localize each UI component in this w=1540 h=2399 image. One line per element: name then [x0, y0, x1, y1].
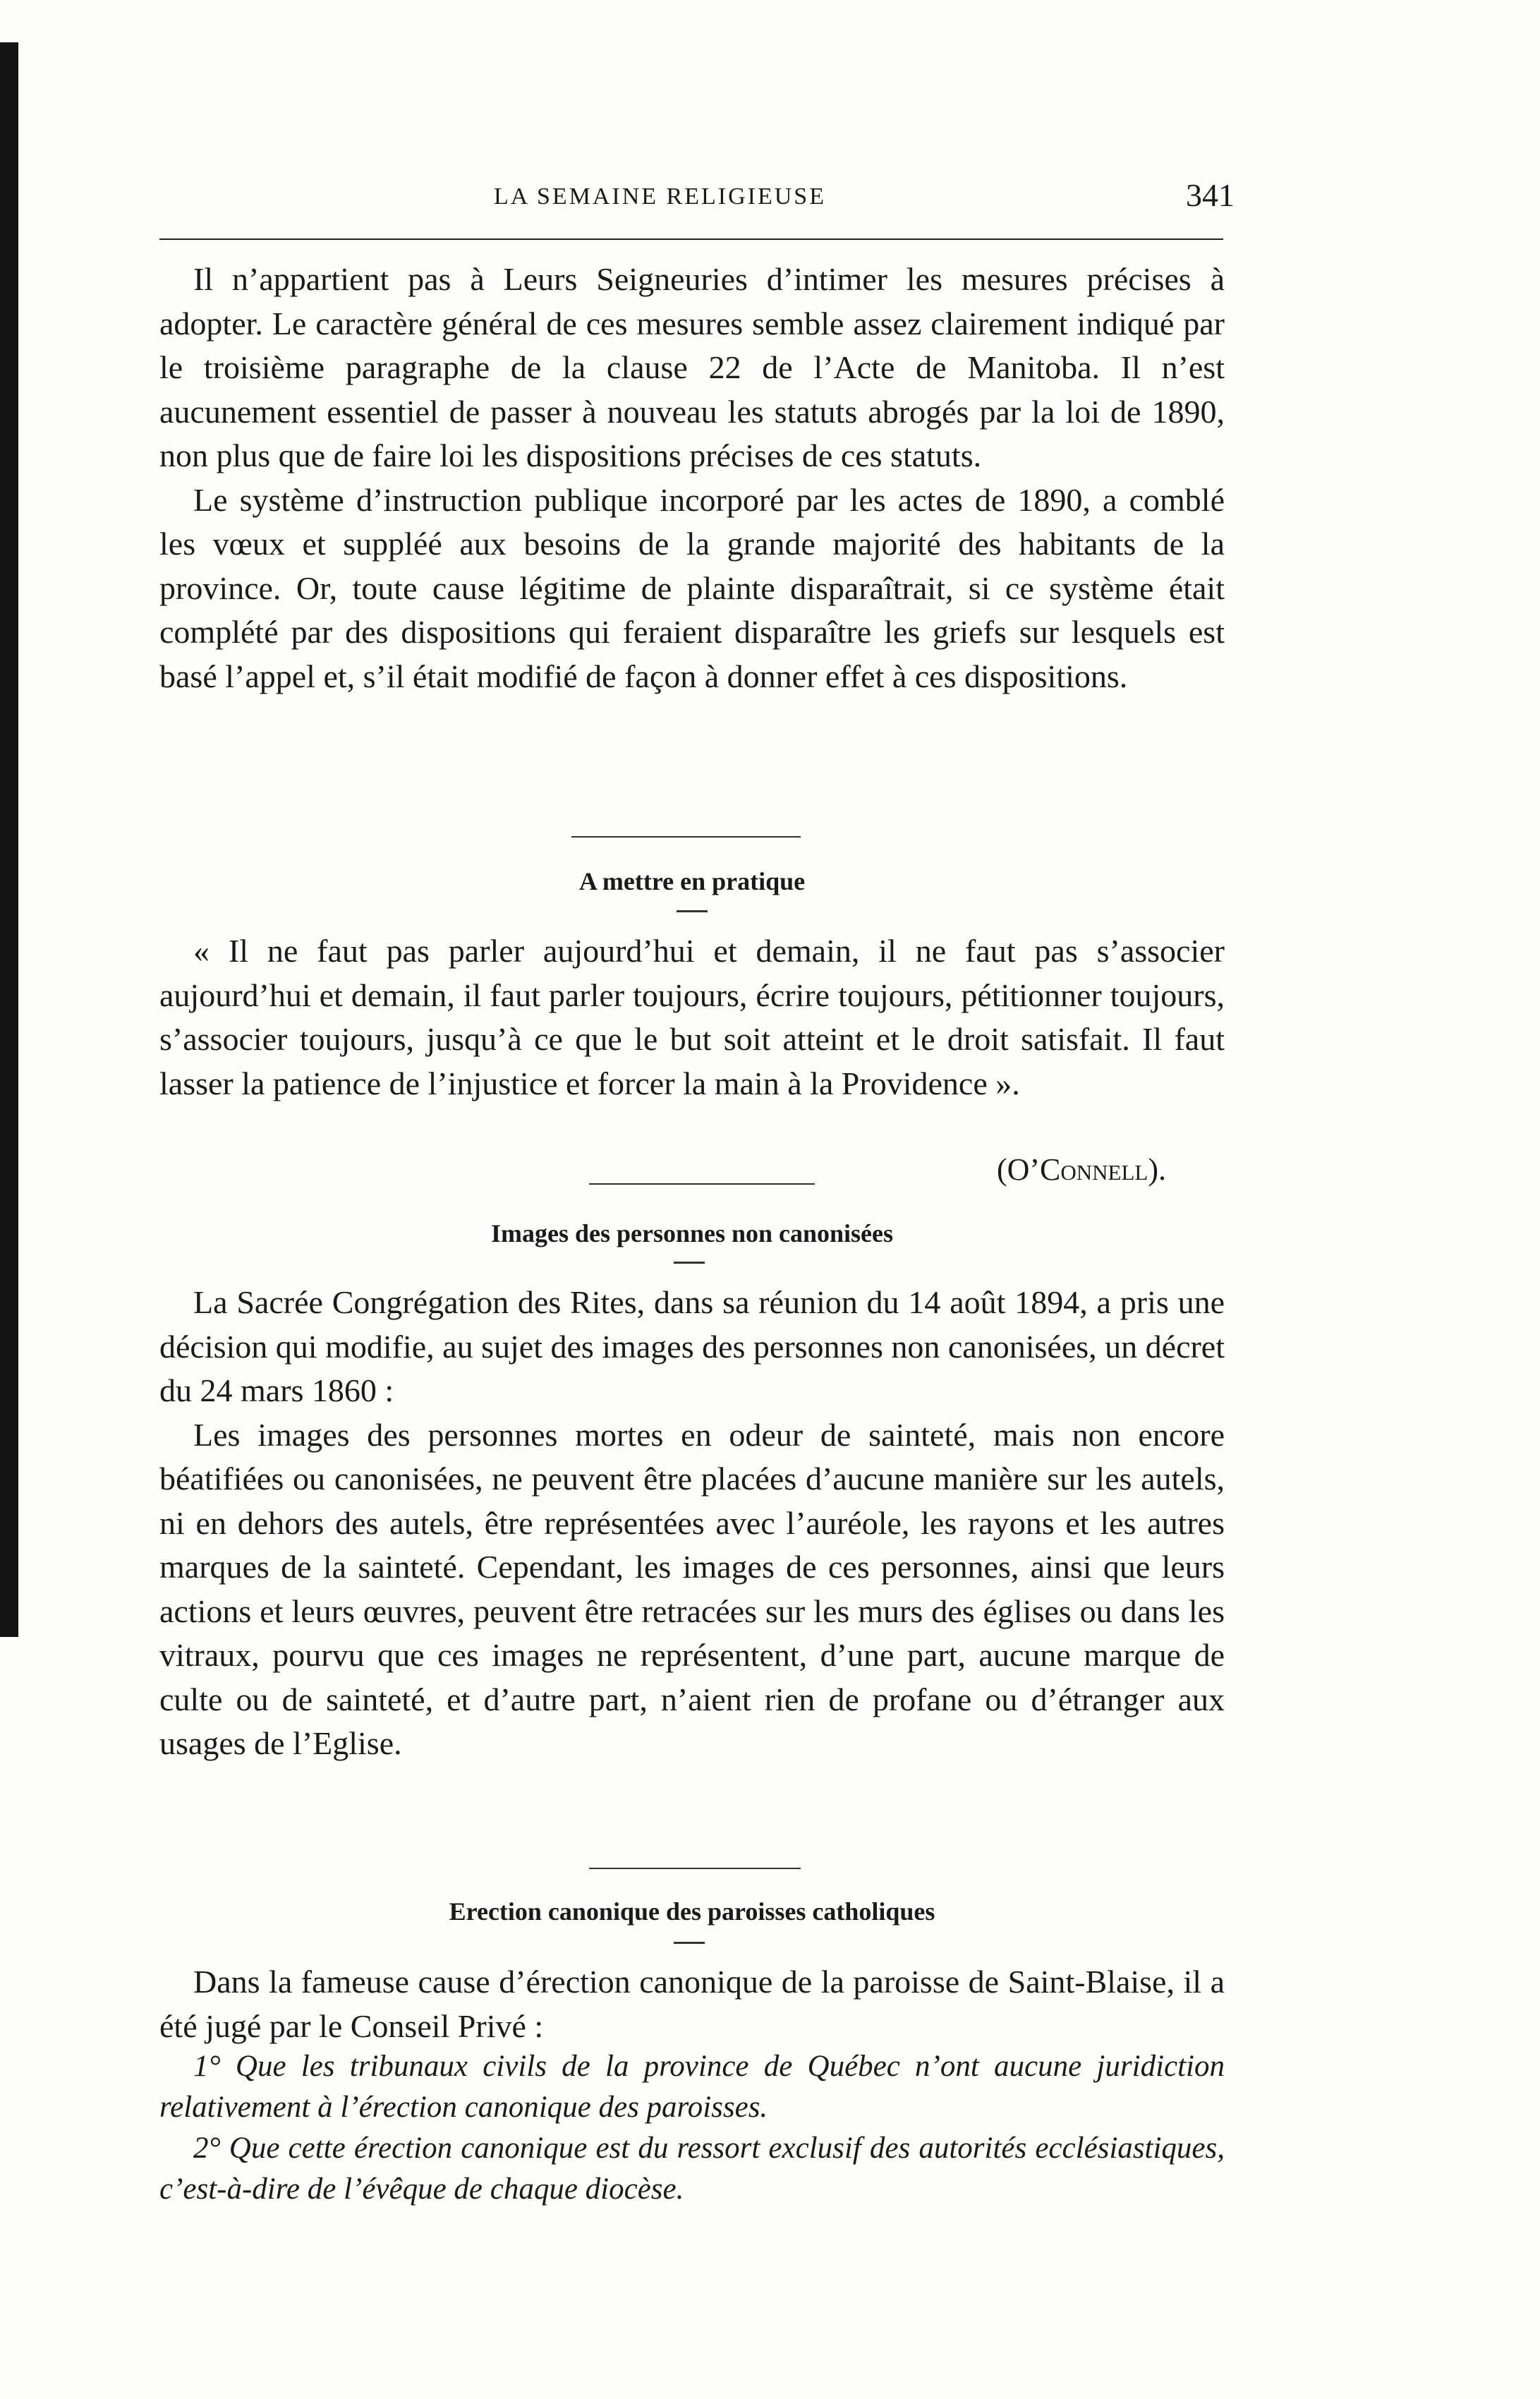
erection-paragraph: Dans la fameuse cause d’érection canonique de la paroisse de Saint-Blaise, il a été jugé par le Conseil Privé : — [159, 1964, 1225, 2044]
images-paragraph: Les images des personnes mortes en odeur de sainteté, mais non encore béatifiées ou canonisées, ne peuvent être placées d’aucune manière sur les autels, ni en dehors des autels, être représentées avec l’auréole, les rayons et les autres marques de la sainteté. Cependant, les images de ces personnes, ainsi que leurs actions et leurs œuvres, peuvent être retracées sur les murs des églises ou dans les vitraux, pourvu que ces images ne représentent, d’une part, aucune marque de culte ou de sainteté, et d’autre part, n’aient rien de profane ou d’étranger aux usages de l’Eglise. — [159, 1416, 1225, 1761]
images-paragraph: La Sacrée Congrégation des Rites, dans sa réunion du 14 août 1894, a pris une décision qui modifie, au sujet des images des personnes non canonisées, un décret du 24 mars 1860 : — [159, 1284, 1225, 1408]
section-heading-pratique: A mettre en pratique — [578, 867, 806, 895]
section-separator — [571, 836, 801, 838]
intro-text — [159, 258, 1225, 699]
header-title: LA SEMAINE RELIGIEUSE — [494, 183, 826, 210]
section-separator — [589, 1868, 801, 1869]
images-text — [159, 1281, 1225, 1766]
section-separator — [589, 1183, 815, 1185]
pratique-quote — [159, 929, 1225, 1106]
quote-paragraph: « Il ne faut pas parler aujourd’hui et demain, il ne faut pas s’associer aujourd’hui et demain, il faut parler toujours, écrire toujours, pétitionner toujours, s’associer toujours, jusqu’à ce que le but soit atteint et le droit satisfait. Il faut lasser la patience de l’injustice et forcer la main à la Providence ». — [159, 933, 1225, 1101]
heading-dash — [674, 1942, 705, 1944]
erection-item: 2° Que cette érection canonique est du ressort exclusif des autorités ecclésiastiques, c’est-à-dire de l’évêque de chaque diocèse. — [159, 2132, 1225, 2206]
intro-paragraph: Il n’appartient pas à Leurs Seigneuries d’intimer les mesures précises à adopter. Le caractère général de ces mesures semble assez clairement indiqué par le troisième paragraphe de la clause 22 de l’Acte de Manitoba. Il n’est aucunement essentiel de passer à nouveau les statuts abrogés par la loi de 1890, non plus que de faire loi les dispositions précises de ces statuts. — [159, 261, 1225, 473]
erection-intro — [159, 1960, 1225, 2048]
section-heading-erection: Erection canonique des paroisses catholiques — [449, 1897, 935, 1926]
quote-author: (O’Connell). — [996, 1152, 1166, 1187]
erection-item: 1° Que les tribunaux civils de la province de Québec n’ont aucune juridiction relativement à l’érection canonique des paroisses. — [159, 2050, 1225, 2124]
page-number: 341 — [1186, 177, 1235, 213]
section-heading-images: Images des personnes non canonisées — [490, 1219, 894, 1247]
intro-paragraph: Le système d’instruction publique incorporé par les actes de 1890, a comblé les vœux et suppléé aux besoins de la grande majorité des habitants de la province. Or, toute cause légitime de plainte disparaîtrait, si ce système était complété par des dispositions qui feraient disparaître les griefs sur lesquels est basé l’appel et, s’il était modifié de façon à donner effet à ces dispositions. — [159, 481, 1225, 694]
running-header — [494, 176, 1235, 219]
header-rule — [159, 238, 1223, 240]
erection-items — [159, 2046, 1225, 2210]
heading-dash — [674, 1262, 705, 1264]
book-spine-shadow — [0, 42, 18, 1637]
heading-dash — [677, 910, 708, 912]
